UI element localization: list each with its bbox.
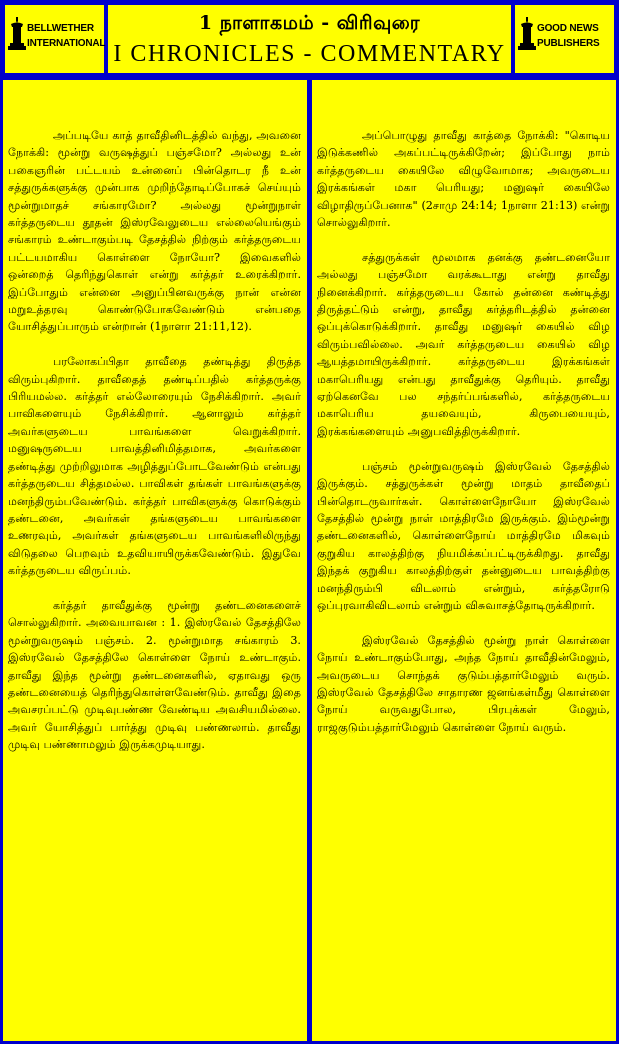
bellwether-logo-box (3, 3, 106, 75)
paragraph: பஞ்சம் மூன்றுவருஷம் இஸ்ரவேல் தேசத்தில் இருக்கும். சத்துருக்கள் மூன்று மாதம் தாவீதைப் பின்தொடருவார்கள். கொள்ளைநோயோ இஸ்ரவேல் தேசத்தில் மூன்று நாள் மாத்திரமே இருக்கும். இம்மூன்று தண்டனைகளில், கொள்ளைநோய் மாத்திரமே மிகவும் குறுகிய காலத்திற்கு நியமிக்கப்பட்டிருக்கிறது. தாவீது இந்தக் குறுகிய காலத்திற்குள் தன்னுடைய பாவத்திற்கு மனந்திரும்பி விடலாம் என்றும், கர்த்தரோடு ஒப்புரவாகிவிடலாம் என்றும் விசுவாசத்தோடிருக்கிறார். (317, 459, 610, 612)
good-news-line1: GOOD NEWS (537, 23, 599, 34)
bellwether-line1: BELLWETHER (27, 23, 94, 34)
page-title-english: I CHRONICLES - COMMENTARY (113, 41, 506, 67)
paragraph: இஸ்ரவேல் தேசத்தில் மூன்று நாள் கொள்ளை நோய் உண்டாகும்போது, அந்த நோய் தாவீதின்மேலும், அவருடைய சொந்தக் குடும்பத்தார்மேலும் வரும். இஸ்ரவேல் தேசத்திலே சாதாரண ஜனங்கள்மீது கொள்ளை நோய் வருவதுபோல, பிரபுக்கள் மேலும், ராஜகுடும்பத்தார்மேலும் கொள்ளை நோய் வரும். (317, 633, 610, 734)
right-column (312, 80, 616, 1041)
lamp-icon (7, 15, 27, 55)
left-column (3, 80, 307, 1041)
title-box (106, 3, 513, 75)
bellwether-line2: INTERNATIONAL (27, 38, 106, 49)
right-column-text (317, 127, 610, 754)
page-title-tamil: 1 நாளாகமம் - விரிவுரை (198, 12, 421, 34)
paragraph: அப்படியே காத் தாவீதினிடத்தில் வந்து, அவனை நோக்கி: மூன்று வருஷத்துப் பஞ்சமோ? அல்லது உன் பகைஞரின் பட்டயம் உன்னைப் பின்தொடர நீ உன் சத்துருக்களுக்கு முன்பாக முறிந்தோடிப்போகச் செய்யும் மூன்றுமாதச் சங்காரமோ? அல்லது மூன்றுநாள் கர்த்தருடைய தூதன் இஸ்ரவேலுடைய எல்லையெங்கும் சங்காரம் உண்டாகும்படி தேசத்தில் நிற்கும் கர்த்தருடைய பட்டயமாகிய கொள்ளை நோயோ? இவைகளில் ஒன்றைத் தெரிந்துகொள் என்று கர்த்தர் உரைக்கிறார். இப்போதும் என்னை அனுப்பினவருக்கு நான் என்ன மறுஉத்தரவு கொண்டுபோகவேண்டும் என்பதை யோசித்துப்பாரும் என்றான் (1நாளா 21:11,12). (8, 129, 301, 334)
page-header (3, 3, 616, 75)
good-news-line2: PUBLISHERS (537, 38, 600, 49)
paragraph: கர்த்தர் தாவீதுக்கு மூன்று தண்டனைகளைச் சொல்லுகிறார். அவையாவன : 1. இஸ்ரவேல் தேசத்திலே மூன்றுவருஷம் பஞ்சம். 2. மூன்றுமாத சங்காரம் 3. இஸ்ரவேல் தேசத்திலே கொள்ளை நோய் உண்டாகும். தாவீது இந்த மூன்று தண்டனைகளில், ஏதாவது ஒரு தண்டனையைத் தெரிந்துகொள்ளவேண்டும். தாவீது இதை அவசரப்பட்டு முடிவுபண்ண வேண்டிய அவசியமில்லை. அவர் யோசித்துப் பார்த்து முடிவு பண்ணலாம். தாவீது முடிவு பண்ணாமலும் இருக்கமுடியாது. (8, 598, 301, 752)
lamp-icon (517, 15, 537, 55)
left-column-text (8, 127, 301, 771)
paragraph: சத்துருக்கள் மூலமாக தனக்கு தண்டனையோ அல்லது பஞ்சமோ வரக்கூடாது என்று தாவீது நினைக்கிறார். கர்த்தருடைய கோல் தன்னை கண்டித்து திருத்தட்டும் என்று, தாவீது கர்த்தரிடத்தில் தன்னை ஒப்புக்கொடுக்கிறார். தாவீது மனுஷர் கையில் விழ விரும்பவில்லை. அவர் கர்த்தருடைய கையில் விழ ஆயத்தமாயிருக்கிறார். கர்த்தருடைய இரக்கங்கள் மகாபெரியது என்பது தாவீதுக்கு தெரியும். தாவீது ஏற்கெனவே பல சந்தர்ப்பங்களில், கர்த்தருடைய மகாபெரிய தயவையும், கிருபையையும், இரக்கங்களையும் அனுபவித்திருக்கிறார். (317, 250, 610, 438)
paragraph: அப்பொழுது தாவீது காத்தை நோக்கி: "கொடிய இடுக்கணில் அகப்பட்டிருக்கிறேன்; இப்போது நாம் கர்த்தருடைய கையிலே விழுவோமாக; அவருடைய இரக்கங்கள் மகா பெரியது; மனுஷர் கையிலே விழாதிருப்பேனாக" (2சாமு 24:14; 1நாளா 21:13) என்று சொல்லுகிறார். (317, 129, 610, 230)
paragraph: பரலோகப்பிதா தாவீதை தண்டித்து திருத்த விரும்புகிறார். தாவீதைத் தண்டிப்பதில் கர்த்தருக்கு பிரியமல்ல. கர்த்தர் எல்லோரையும் நேசிக்கிறார். அவர் பாவிகளையும் நேசிக்கிறார். ஆனாலும் கர்த்தர் அவர்களுடைய பாவங்களை வெறுக்கிறார். மனுஷருடைய பாவத்தினிமித்தமாக, அவர்களை தண்டித்து முற்றிலுமாக அழித்துப்போடவேண்டும் என்பது கர்த்தருடைய சித்தமல்ல. பாவிகள் தங்கள் பாவங்களுக்கு மனந்திரும்பவேண்டும். கர்த்தர் பாவிகளுக்கு கொடுக்கும் தண்டனை, அவர்கள் தங்களுடைய பாவங்களை உணரவும், அவர்கள் தங்களுடைய பாவங்களிலிருந்து விடுதலை பெறவும் உதவியாயிருக்கவேண்டும். இதுவே கர்த்தருடைய விருப்பம். (8, 355, 301, 578)
good-news-logo-box (513, 3, 616, 75)
